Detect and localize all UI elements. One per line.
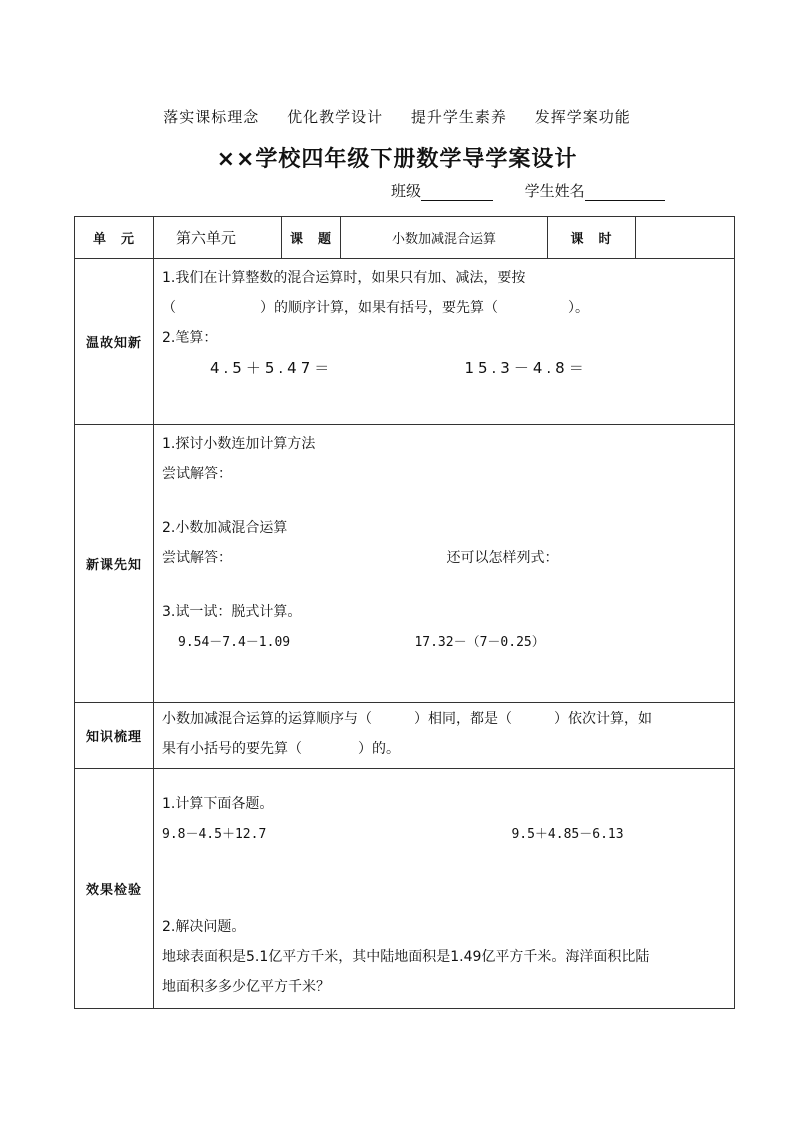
new-lesson-label: 新课先知: [75, 425, 154, 703]
review-calc-row: [162, 353, 726, 384]
new-alt: 还可以怎样列式：: [446, 550, 559, 566]
class-label: 班级: [391, 182, 422, 200]
topic-label: 课 题: [282, 217, 341, 259]
check-label: 效果检验: [75, 769, 154, 1009]
new-lesson-row: [75, 425, 735, 703]
review-q2: 2.笔算：: [162, 330, 218, 346]
table-header-row: [75, 217, 735, 259]
new-try-1: 尝试解答：: [162, 466, 232, 482]
new-expr-row: [162, 627, 726, 658]
unit-label: 单 元: [75, 217, 154, 259]
summary-cell: [154, 703, 735, 769]
student-name-label: 学生姓名: [524, 182, 585, 200]
new-try-2: 尝试解答：: [162, 550, 232, 566]
slogan-line: [0, 106, 794, 127]
slogan-2: 优化教学设计: [287, 108, 384, 126]
new-item-3: 3.试一试：脱式计算。: [162, 604, 302, 620]
review-calc-2: 15.3－4.8＝: [464, 359, 588, 377]
summary-label: 知识梳理: [75, 703, 154, 769]
new-try-2-row: [162, 543, 726, 573]
new-item-1: 1.探讨小数连加计算方法: [162, 436, 316, 452]
summary-line-1: 小数加减混合运算的运算顺序与（ ）相同，都是（ ）依次计算，如: [162, 711, 652, 727]
check-problem-line-1: 地球表面积是5.1亿平方千米，其中陆地面积是1.49亿平方千米。海洋面积比陆: [162, 949, 650, 965]
new-expr-1: 9.54－7.4－1.09: [178, 635, 291, 650]
check-row: [75, 769, 735, 1009]
topic-value: 小数加减混合运算: [341, 217, 548, 259]
student-name-blank[interactable]: [585, 186, 665, 201]
review-q1-line2: （ ）的顺序计算，如果有括号，要先算（ ）。: [162, 300, 589, 316]
check-item-1: 1.计算下面各题。: [162, 796, 274, 812]
unit-value: 第六单元: [154, 217, 282, 259]
new-lesson-cell: [154, 425, 735, 703]
summary-row: [75, 703, 735, 769]
page-title: ××学校四年级下册数学导学案设计: [216, 147, 578, 172]
slogan-3: 提升学生素养: [410, 108, 507, 126]
period-label: 课 时: [548, 217, 636, 259]
check-expr-2: 9.5＋4.85－6.13: [511, 827, 624, 842]
slogan-1: 落实课标理念: [163, 108, 260, 126]
summary-line-2: 果有小括号的要先算（ ）的。: [162, 741, 400, 757]
lesson-table: [74, 216, 735, 1009]
review-calc-1: 4.5＋5.47＝: [210, 359, 334, 377]
review-row: [75, 259, 735, 425]
check-item-2: 2.解决问题。: [162, 919, 246, 935]
check-cell: [154, 769, 735, 1009]
slogan-4: 发挥学案功能: [534, 108, 631, 126]
new-expr-2: 17.32－（7－0.25）: [414, 635, 545, 650]
review-label: 温故知新: [75, 259, 154, 425]
check-problem-line-2: 地面积多多少亿平方千米？: [162, 979, 330, 995]
class-blank[interactable]: [421, 186, 493, 201]
review-q1-line1: 1.我们在计算整数的混合运算时，如果只有加、减法，要按: [162, 270, 526, 286]
check-expr-1: 9.8－4.5＋12.7: [162, 827, 267, 842]
class-name-line: [391, 180, 665, 201]
new-item-2: 2.小数加减混合运算: [162, 520, 288, 536]
check-expr-row: [162, 819, 726, 850]
review-cell: [154, 259, 735, 425]
period-value[interactable]: [636, 217, 735, 259]
